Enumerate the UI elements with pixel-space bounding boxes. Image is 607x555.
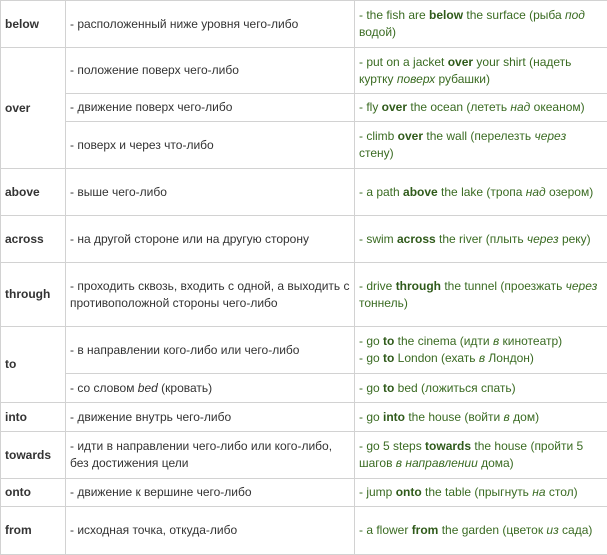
example-line <box>359 333 603 350</box>
example-cell <box>355 479 607 507</box>
translated-preposition: в направлении <box>395 456 478 470</box>
text-fragment: - идти в направлении чего-либо или кого-либо, без достижения цели <box>70 439 333 470</box>
meaning-cell <box>66 122 355 169</box>
text-fragment: океаном) <box>530 100 585 114</box>
text-fragment: Лондон) <box>485 351 534 365</box>
table-row <box>1 94 607 122</box>
text-fragment: - go <box>359 380 384 395</box>
example-cell <box>355 507 607 555</box>
text-fragment: - go <box>359 409 384 424</box>
text-fragment: дома) <box>477 456 514 470</box>
table-row <box>1 327 607 374</box>
text-fragment: стену) <box>359 146 394 160</box>
preposition-cell: into <box>1 403 66 432</box>
highlighted-preposition: through <box>395 278 442 293</box>
meaning-cell <box>66 48 355 94</box>
highlighted-preposition: to <box>383 351 395 365</box>
text-fragment: the house (пройти 5 шагов <box>359 439 584 470</box>
text-fragment: the wall (перелезть <box>423 129 535 143</box>
meaning-cell <box>66 216 355 263</box>
text-fragment: - в направлении кого-либо или чего-либо <box>70 342 300 357</box>
meaning-cell <box>66 1 355 48</box>
meaning-cell <box>66 507 355 555</box>
highlighted-preposition: to <box>383 334 395 348</box>
example-cell <box>355 403 607 432</box>
example-cell <box>355 327 607 374</box>
meaning-cell <box>66 327 355 374</box>
text-fragment: - на другой стороне или на другую сторону <box>70 231 309 246</box>
text-fragment: - swim <box>359 231 397 246</box>
preposition-cell: below <box>1 1 66 48</box>
highlighted-preposition: below <box>429 8 464 22</box>
text-fragment: - go <box>359 334 384 348</box>
highlighted-preposition: across <box>397 231 436 246</box>
translated-preposition: на <box>532 485 546 499</box>
meaning-cell <box>66 169 355 216</box>
example-line <box>359 184 603 201</box>
example-line <box>359 231 603 248</box>
text-fragment: - со словом <box>70 380 138 395</box>
example-line <box>359 350 603 367</box>
text-fragment: реку) <box>558 231 591 246</box>
text-fragment: London (ехать <box>394 351 479 365</box>
table-row <box>1 169 607 216</box>
text-fragment: the garden (цветок <box>438 523 547 537</box>
example-cell <box>355 94 607 122</box>
text-fragment: - drive <box>359 278 396 293</box>
example-line <box>359 7 603 41</box>
preposition-cell: from <box>1 507 66 555</box>
preposition-cell: across <box>1 216 66 263</box>
text-fragment: - a path <box>359 184 404 199</box>
text-fragment: - go 5 steps <box>359 439 426 453</box>
text-fragment: - a flower <box>359 523 412 537</box>
text-fragment: - climb <box>359 129 398 143</box>
text-fragment: - fly <box>359 100 382 114</box>
translated-preposition: из <box>546 523 559 537</box>
text-fragment: водой) <box>359 25 397 39</box>
text-fragment: - jump <box>359 485 396 499</box>
text-fragment: the river (плыть <box>435 231 527 246</box>
text-fragment: - движение внутрь чего-либо <box>70 409 232 424</box>
meaning-cell <box>66 479 355 507</box>
table-row <box>1 122 607 169</box>
highlighted-preposition: from <box>411 523 439 537</box>
preposition-cell: towards <box>1 432 66 479</box>
example-line <box>359 99 603 116</box>
example-cell <box>355 432 607 479</box>
highlighted-preposition: towards <box>425 439 472 453</box>
example-cell <box>355 374 607 403</box>
table-row <box>1 432 607 479</box>
translated-preposition: bed <box>137 380 158 395</box>
example-cell <box>355 48 607 94</box>
highlighted-preposition: over <box>447 54 474 69</box>
text-fragment: - проходить сквозь, входить с одной, а выходить с противоположной стороны чего-либо <box>70 278 350 310</box>
text-fragment: - the fish are <box>359 8 430 22</box>
example-cell <box>355 169 607 216</box>
translated-preposition: через <box>565 278 598 293</box>
table-row <box>1 403 607 432</box>
text-fragment: - поверх и через что-либо <box>70 137 214 152</box>
text-fragment: кинотеатр) <box>499 334 563 348</box>
translated-preposition: в <box>492 334 500 348</box>
example-line <box>359 54 603 88</box>
text-fragment: the cinema (идти <box>394 334 493 348</box>
example-line <box>359 438 603 472</box>
example-line <box>359 278 603 312</box>
preposition-cell: over <box>1 48 66 169</box>
text-fragment: your shirt (надеть куртку <box>359 54 572 86</box>
highlighted-preposition: over <box>397 129 424 143</box>
highlighted-preposition: over <box>381 100 408 114</box>
example-cell <box>355 263 607 327</box>
meaning-cell <box>66 432 355 479</box>
example-cell <box>355 1 607 48</box>
text-fragment: - расположенный ниже уровня чего-либо <box>70 16 299 31</box>
text-fragment: the house (войти <box>405 409 504 424</box>
text-fragment: тоннель) <box>359 295 408 310</box>
table-row <box>1 1 607 48</box>
text-fragment: сада) <box>558 523 593 537</box>
translated-preposition: над <box>525 184 546 199</box>
example-line <box>359 522 603 539</box>
table-row <box>1 507 607 555</box>
highlighted-preposition: onto <box>395 485 422 499</box>
highlighted-preposition: into <box>383 409 406 424</box>
example-cell <box>355 122 607 169</box>
text-fragment: bed (ложиться спать) <box>394 380 516 395</box>
translated-preposition: в <box>503 409 510 424</box>
example-line <box>359 409 603 426</box>
translated-preposition: под <box>564 8 585 22</box>
example-line <box>359 380 603 397</box>
translated-preposition: через <box>534 129 567 143</box>
meaning-cell <box>66 403 355 432</box>
example-line <box>359 484 603 501</box>
example-cell <box>355 216 607 263</box>
translated-preposition: над <box>510 100 531 114</box>
preposition-cell: above <box>1 169 66 216</box>
meaning-cell <box>66 374 355 403</box>
text-fragment: дом) <box>509 409 540 424</box>
example-line <box>359 128 603 162</box>
text-fragment: the surface (рыба <box>463 8 565 22</box>
meaning-cell <box>66 94 355 122</box>
text-fragment: - go <box>359 351 384 365</box>
text-fragment: стол) <box>545 485 578 499</box>
text-fragment: - движение поверх чего-либо <box>70 100 233 114</box>
text-fragment: the lake (тропа <box>437 184 526 199</box>
text-fragment: - put on a jacket <box>359 54 448 69</box>
meaning-cell <box>66 263 355 327</box>
text-fragment: the ocean (лететь <box>407 100 511 114</box>
preposition-cell: through <box>1 263 66 327</box>
table-row <box>1 216 607 263</box>
text-fragment: - положение поверх чего-либо <box>70 63 239 77</box>
preposition-cell: onto <box>1 479 66 507</box>
text-fragment: (кровать) <box>157 380 213 395</box>
highlighted-preposition: to <box>383 380 395 395</box>
table-row <box>1 479 607 507</box>
preposition-cell: to <box>1 327 66 403</box>
text-fragment: озером) <box>545 184 594 199</box>
table-row <box>1 374 607 403</box>
text-fragment: - движение к вершине чего-либо <box>70 485 252 499</box>
translated-preposition: в <box>478 351 486 365</box>
text-fragment: - исходная точка, откуда-либо <box>70 523 238 537</box>
text-fragment: - выше чего-либо <box>70 184 167 199</box>
translated-preposition: через <box>526 231 559 246</box>
table-row <box>1 263 607 327</box>
text-fragment: the tunnel (проезжать <box>441 278 566 293</box>
table-row <box>1 48 607 94</box>
text-fragment: the table (прыгнуть <box>421 485 533 499</box>
highlighted-preposition: above <box>403 184 438 199</box>
translated-preposition: поверх <box>396 71 436 86</box>
text-fragment: рубашки) <box>435 71 490 86</box>
